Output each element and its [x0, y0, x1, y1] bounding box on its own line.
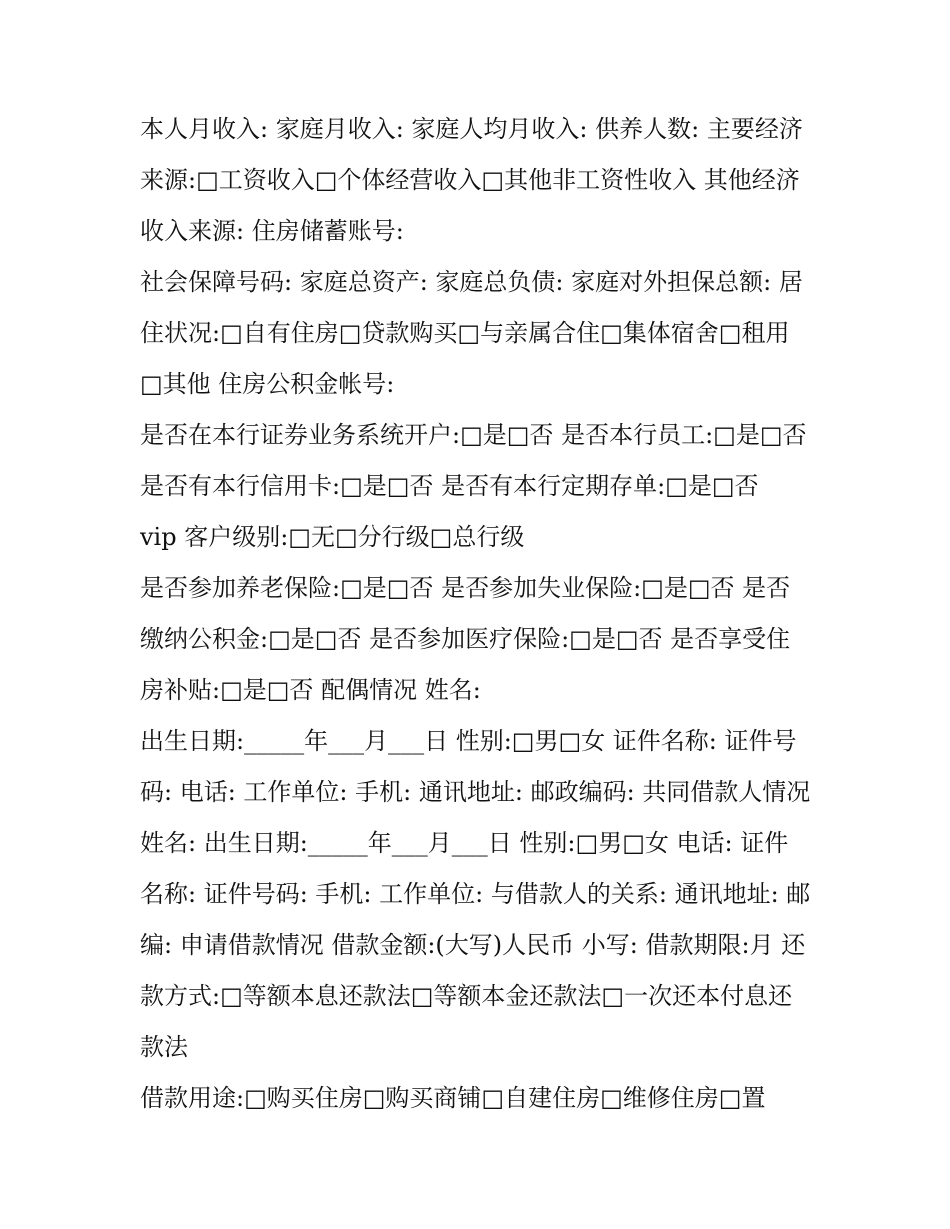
- paragraph-bank-relations: 是否在本行证券业务系统开户:□是□否 是否本行员工:□是□否 是否有本行信用卡:□是□否 是否有本行定期存单:□是□否: [140, 421, 807, 500]
- document-body: [140, 104, 812, 1124]
- paragraph-social-security: 社会保障号码: 家庭总资产: 家庭总负债: 家庭对外担保总额: 居住状况:□自有住房□贷款购买□与亲属合住□集体宿舍□租用□其他 住房公积金帐号:: [140, 268, 803, 398]
- paragraph-coborrower-loan: 出生日期:_____年___月___日 性别:□男□女 证件名称: 证件号码: 电话: 工作单位: 手机: 通讯地址: 邮政编码: 共同借款人情况 姓名: 出生日期:_____年___月___日 性别:□男□女 电话: 证件名称: 证件号码: 手机: 工作单位: 与借款人的关系: 通讯地址: 邮编: 申请借款情况 借款金额:(大写)人民币 小写: 借款期限:月 还款方式:□等额本息还款法□等额本金还款法□一次还本付息还款法: [140, 727, 811, 1061]
- paragraph-loan-purpose: 借款用途:□购买住房□购买商铺□自建住房□维修住房□置: [140, 1084, 766, 1112]
- paragraph-vip-level: vip 客户级别:□无□分行级□总行级: [140, 523, 525, 551]
- paragraph-income: 本人月收入: 家庭月收入: 家庭人均月收入: 供养人数: 主要经济来源:□工资收入□个体经营收入□其他非工资性收入 其他经济收入来源: 住房储蓄账号:: [140, 115, 803, 245]
- paragraph-insurance-spouse: 是否参加养老保险:□是□否 是否参加失业保险:□是□否 是否缴纳公积金:□是□否 是否参加医疗保险:□是□否 是否享受住房补贴:□是□否 配偶情况 姓名:: [140, 574, 791, 704]
